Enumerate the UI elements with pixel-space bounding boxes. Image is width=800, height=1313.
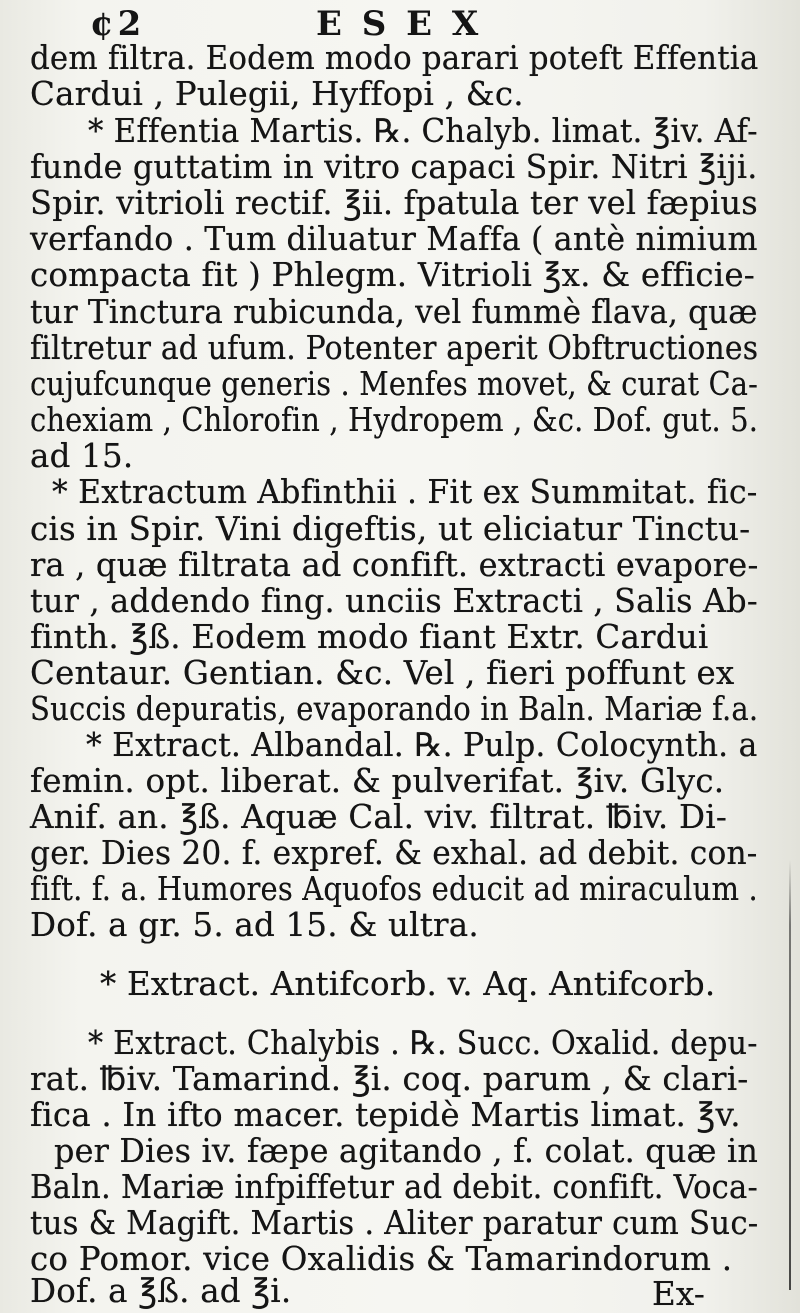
text-line-19: Succis depuratis, evaporando in Baln. Mariæ f.a. — [30, 690, 759, 728]
catchword: Ex- — [652, 1275, 706, 1313]
text-line-22: Anif. an. ℥ß. Aquæ Cal. viv. filtrat. ℔iv. Di- — [30, 798, 728, 836]
text-line-26: * Extract. Antifcorb. v. Aq. Antifcorb. — [100, 965, 716, 1003]
page-edge-shadow — [789, 860, 791, 1290]
text-line-14: cis in Spir. Vini digeftis, ut eliciatur Tinctu- — [30, 510, 751, 548]
text-line-2: Cardui , Pulegii, Hyffopi , &c. — [30, 75, 524, 113]
text-line-27: * Extract. Chalybis . ℞. Succ. Oxalid. depu- — [88, 1024, 758, 1062]
text-line-1: dem filtra. Eodem modo parari poteft Effentia — [30, 39, 759, 77]
text-line-3: * Effentia Martis. ℞. Chalyb. limat. ℥iv. Af- — [88, 112, 758, 150]
text-line-29: fica . In ifto macer. tepidè Martis limat. ℥v. — [30, 1096, 741, 1134]
text-line-16: tur , addendo fing. unciis Extracti , Salis Ab- — [30, 582, 758, 620]
text-line-9: filtretur ad ufum. Potenter aperit Obftructiones — [30, 329, 759, 367]
text-line-24: fift. f. a. Humores Aquofos educit ad miraculum . — [30, 870, 758, 908]
text-line-17: finth. ℥ß. Eodem modo fiant Extr. Cardui — [30, 618, 709, 656]
text-line-15: ra , quæ filtrata ad confift. extracti evapore- — [30, 546, 759, 584]
text-line-28: rat. ℔iv. Tamarind. ℥i. coq. parum , & clari- — [30, 1060, 749, 1098]
text-line-13: * Extractum Abfinthii . Fit ex Summitat. fic- — [52, 473, 758, 511]
text-line-11: chexiam , Chlorofin , Hydropem , &c. Dof. gut. 5. — [30, 401, 759, 439]
text-line-25: Dof. a gr. 5. ad 15. & ultra. — [30, 906, 479, 944]
text-line-31: Baln. Mariæ infpiffetur ad debit. confift. Voca- — [30, 1168, 758, 1206]
text-line-32: tus & Magift. Martis . Aliter paratur cum Suc- — [30, 1204, 759, 1242]
text-line-34: Dof. a ℥ß. ad ℥i. — [30, 1272, 292, 1310]
text-line-21: femin. opt. liberat. & pulverifat. ℥iv. Glyc. — [30, 762, 725, 800]
text-line-4: funde guttatim in vitro capaci Spir. Nitri ℥iji. — [30, 148, 758, 186]
text-line-6: verfando . Tum diluatur Maffa ( antè nimium — [30, 220, 758, 258]
running-head: E S E X — [316, 4, 483, 44]
text-line-7: compacta fit ) Phlegm. Vitrioli ℥x. & efficie- — [30, 256, 755, 294]
text-line-10: cujufcunque generis . Menfes movet, & curat Ca- — [30, 365, 759, 403]
text-line-23: ger. Dies 20. f. expref. & exhal. ad debit. con- — [30, 834, 758, 872]
page-number: ¢2 — [90, 4, 146, 44]
text-line-33: co Pomor. vice Oxalidis & Tamarindorum . — [30, 1240, 733, 1278]
text-line-30: per Dies iv. fæpe agitando , f. colat. quæ in — [54, 1132, 759, 1170]
text-line-8: tur Tinctura rubicunda, vel fummè flava, quæ — [30, 293, 758, 331]
text-line-12: ad 15. — [30, 437, 134, 475]
text-line-18: Centaur. Gentian. &c. Vel , fieri poffunt ex — [30, 654, 735, 692]
text-line-20: * Extract. Albandal. ℞. Pulp. Colocynth. a — [86, 726, 758, 764]
text-line-5: Spir. vitrioli rectif. ℥ii. fpatula ter vel fæpius — [30, 184, 758, 222]
